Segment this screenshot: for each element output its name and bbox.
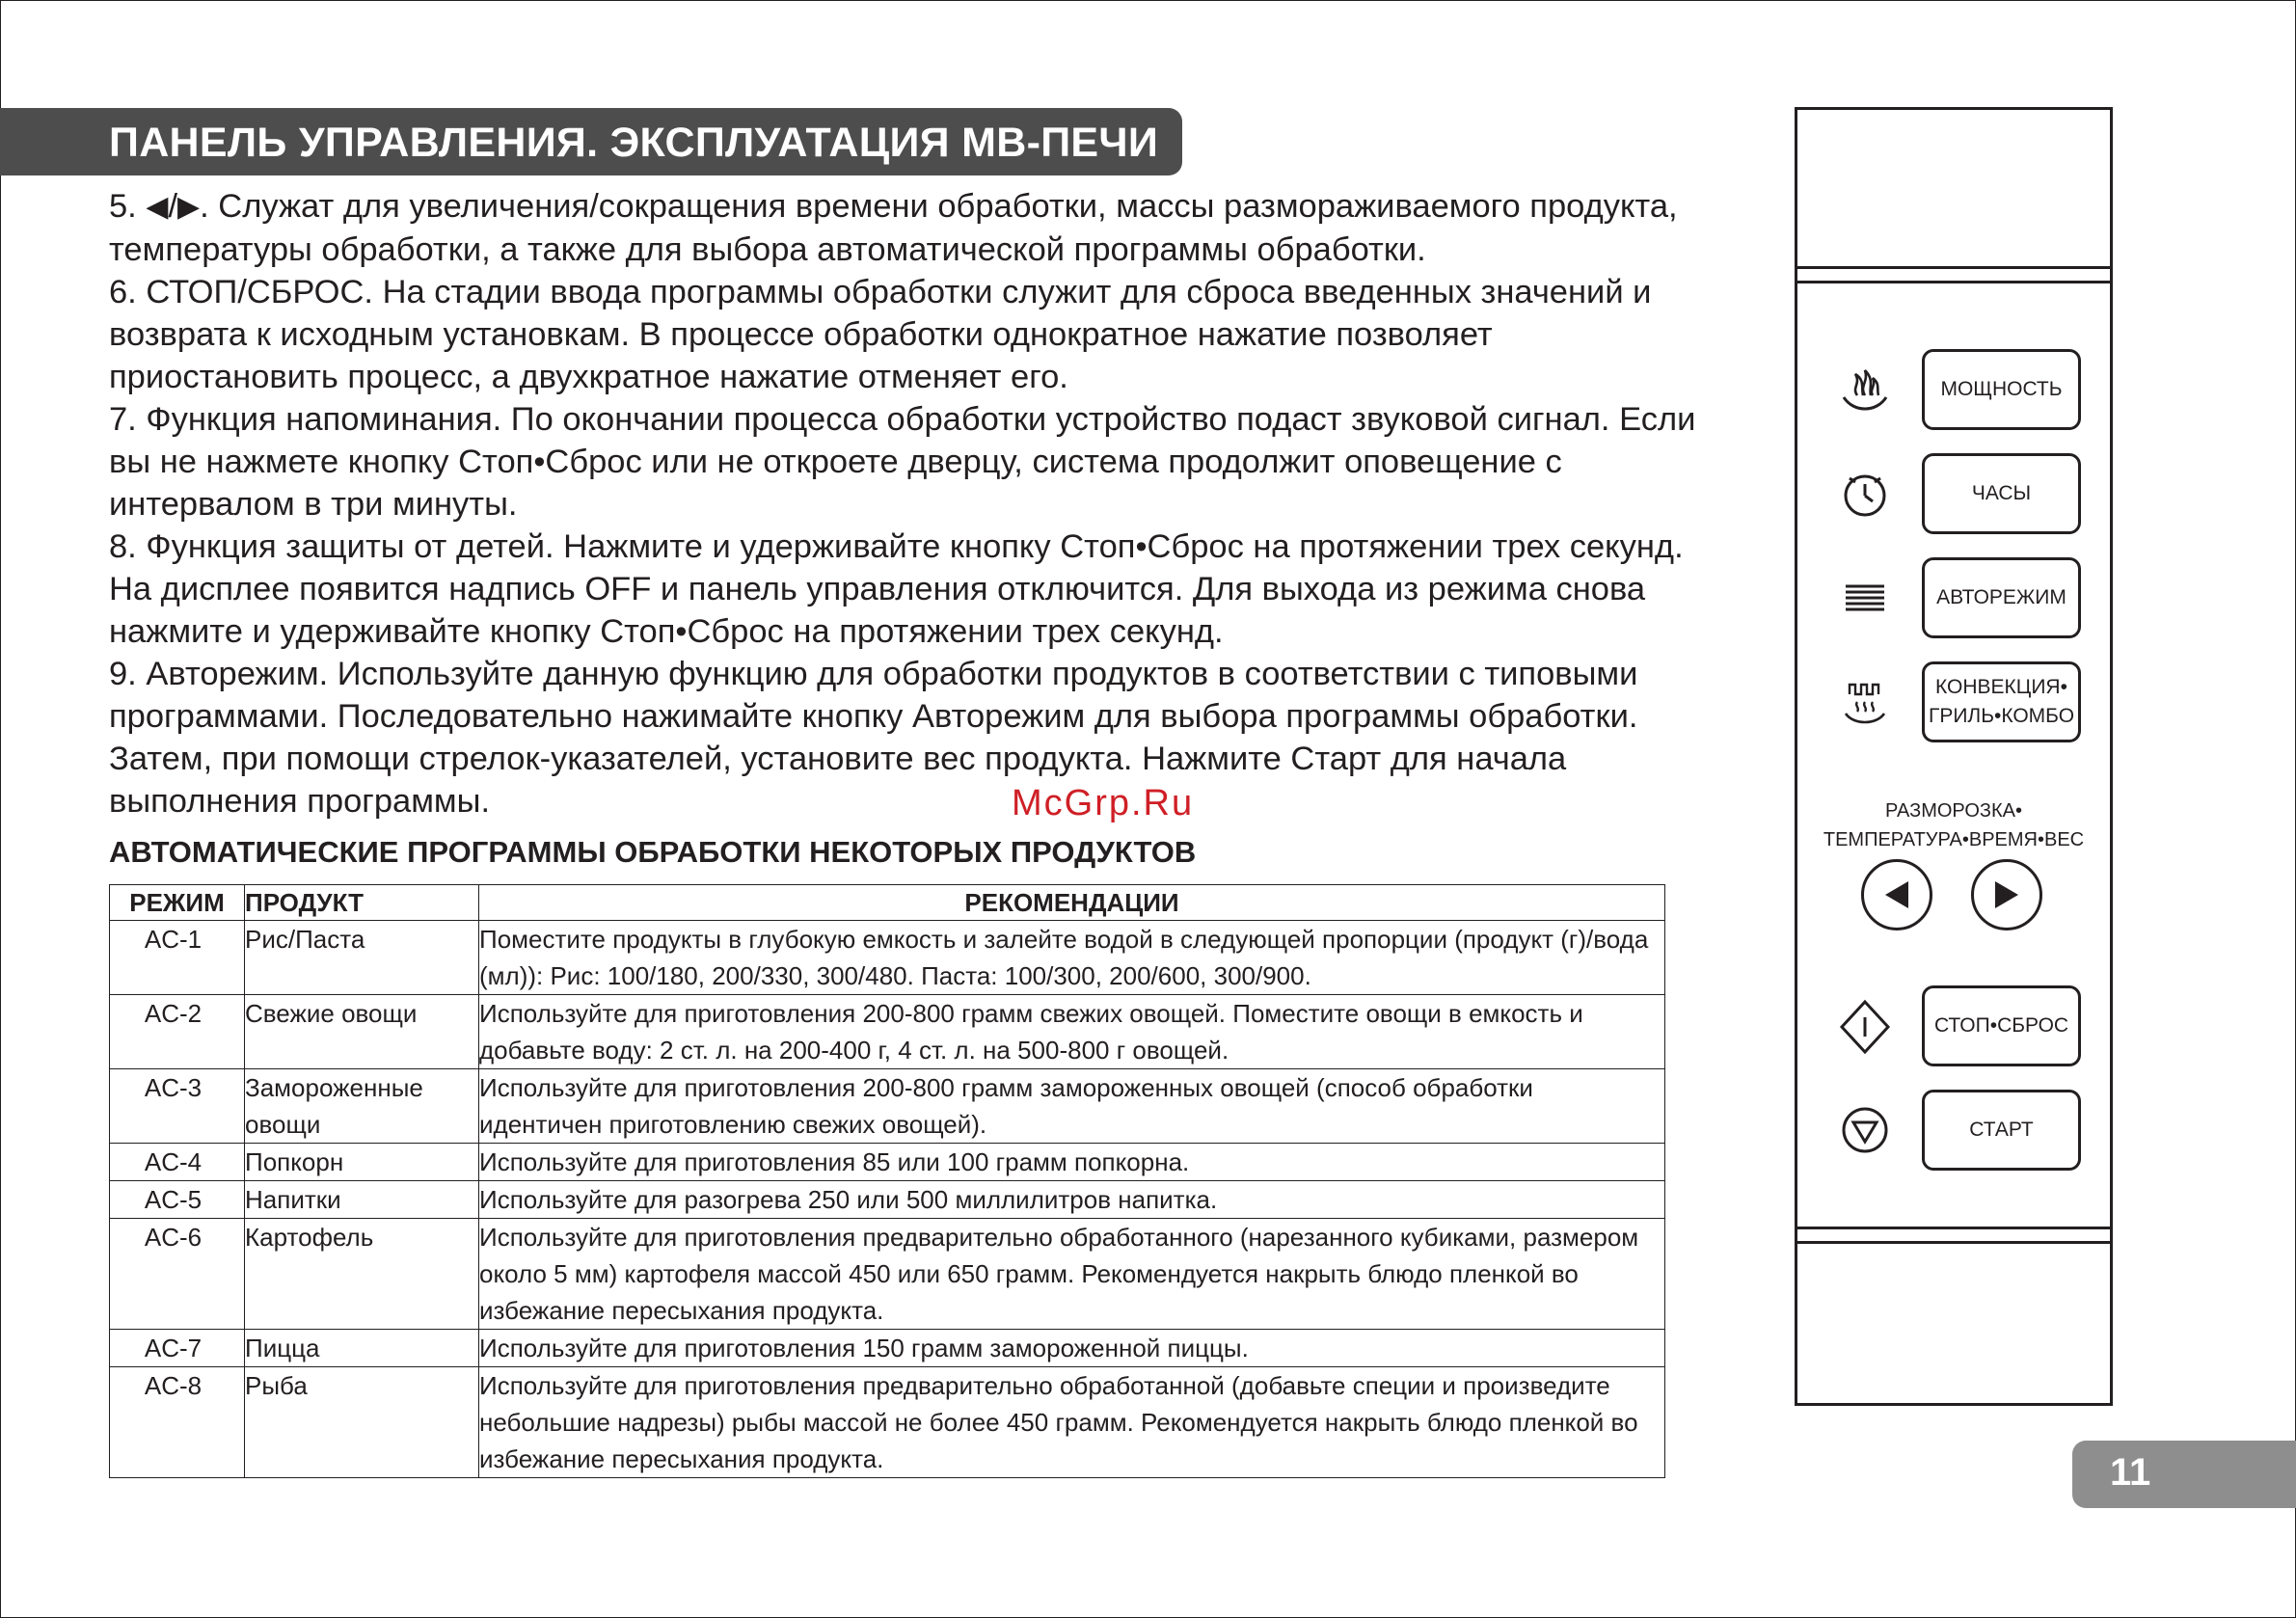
item-6: 6. СТОП/СБРОС. На стадии ввода программы обработки служит для сброса введенных значений и возврата к исходным установкам. В процессе обработки однократное нажатие позволяет приостановить процесс, а двухкратное нажатие отменяет его.: [109, 274, 1652, 395]
cell-mode: AC-7: [110, 1330, 245, 1367]
cell-recommendation: Используйте для приготовления предварительно обработанной (добавьте специи и произведите небольшие надрезы) рыбы массой не более 450 грамм. Рекомендуется накрыть блюдо пленкой во избежание пересыхания продукта.: [479, 1367, 1665, 1478]
arrow-right-icon: ▶: [177, 191, 201, 223]
cell-mode: AC-2: [110, 995, 245, 1069]
programs-table: [109, 884, 1665, 1478]
cell-recommendation: Используйте для приготовления 200-800 грамм свежих овощей. Поместите овощи в емкость и добавьте воду: 2 ст. л. на 200-400 г, 4 ст. л. на 500-800 г овощей.: [479, 995, 1665, 1069]
table-row: [110, 1144, 1665, 1181]
cell-mode: AC-3: [110, 1069, 245, 1144]
table-row: [110, 1069, 1665, 1144]
cell-product: Рыба: [245, 1367, 479, 1478]
start-button[interactable]: СТАРТ: [1922, 1090, 2081, 1171]
clock-icon: [1836, 465, 1894, 523]
cell-product: Свежие овощи: [245, 995, 479, 1069]
cell-recommendation: Используйте для приготовления 150 грамм замороженной пиццы.: [479, 1330, 1665, 1367]
cell-product: Напитки: [245, 1181, 479, 1219]
item-9: 9. Авторежим. Используйте данную функцию для обработки продуктов в соответствии с типовыми программами. Последовательно нажимайте кнопку Авторежим для выбора программы обработки. Затем, при помощи стрелок-указателей, установите вес продукта. Нажмите Старт для начала выполнения программы.: [109, 656, 1638, 820]
page-title: ПАНЕЛЬ УПРАВЛЕНИЯ. ЭКСПЛУАТАЦИЯ МВ-ПЕЧИ: [109, 120, 1159, 166]
cell-mode: AC-1: [110, 921, 245, 995]
item-8: 8. Функция защиты от детей. Нажмите и удерживайте кнопку Стоп•Сброс на протяжении трех секунд. На дисплее появится надпись OFF и панель управления отключится. Для выхода из режима снова нажмите и удерживайте кнопку Стоп•Сброс на протяжении трех секунд.: [109, 528, 1684, 650]
header-mode: РЕЖИМ: [110, 885, 245, 921]
stop-reset-button[interactable]: СТОП•СБРОС: [1922, 985, 2081, 1066]
header-recommendations: РЕКОМЕНДАЦИИ: [479, 885, 1665, 921]
cell-recommendation: Используйте для приготовления 200-800 грамм замороженных овощей (способ обработки идентичен приготовлению свежих овощей).: [479, 1069, 1665, 1144]
power-flame-icon: [1836, 359, 1894, 417]
arrow-left-icon: ◀: [146, 191, 169, 223]
cell-product: Картофель: [245, 1219, 479, 1330]
table-row: [110, 995, 1665, 1069]
page-number-tab: [2072, 1441, 2296, 1508]
cell-product: Попкорн: [245, 1144, 479, 1181]
panel-divider: [1797, 1227, 2110, 1229]
item-7: 7. Функция напоминания. По окончании процесса обработки устройство подаст звуковой сигнал. Если вы не нажмете кнопку Стоп•Сброс или не откроете дверцу, система продолжит оповещение с интервалом в три минуты.: [109, 401, 1696, 523]
cell-product: Пицца: [245, 1330, 479, 1367]
auto-mode-icon: [1836, 569, 1894, 627]
cell-product: Рис/Паста: [245, 921, 479, 995]
table-row: [110, 1219, 1665, 1330]
convection-grill-combo-button[interactable]: [1922, 661, 2081, 742]
auto-mode-button[interactable]: АВТОРЕЖИМ: [1922, 557, 2081, 638]
cell-mode: AC-8: [110, 1367, 245, 1478]
arrow-left-icon: [1879, 877, 1914, 912]
table-row: [110, 1181, 1665, 1219]
power-button[interactable]: МОЩНОСТЬ: [1922, 349, 2081, 430]
grill-icon: [1836, 673, 1894, 731]
cell-mode: AC-4: [110, 1144, 245, 1181]
arrow-left-button[interactable]: [1861, 859, 1932, 930]
table-row: [110, 1367, 1665, 1478]
cell-recommendation: Используйте для разогрева 250 или 500 миллилитров напитка.: [479, 1181, 1665, 1219]
cell-product: Замороженные овощи: [245, 1069, 479, 1144]
table-row: [110, 921, 1665, 995]
table-title: АВТОМАТИЧЕСКИЕ ПРОГРАММЫ ОБРАБОТКИ НЕКОТОРЫХ ПРОДУКТОВ: [109, 835, 1197, 869]
cell-recommendation: Используйте для приготовления предварительно обработанного (нарезанного кубиками, размером около 5 мм) картофеля массой 450 или 650 грамм. Рекомендуется накрыть блюдо пленкой во избежание пересыхания продукта.: [479, 1219, 1665, 1330]
arrow-right-button[interactable]: [1971, 859, 2042, 930]
stop-reset-icon: [1836, 998, 1894, 1056]
convection-label: КОНВЕКЦИЯ• ГРИЛЬ•КОМБО: [1928, 676, 2075, 727]
body-text: [109, 185, 1700, 822]
control-panel: [1795, 107, 2113, 1406]
panel-divider: [1797, 1241, 2110, 1244]
defrost-label: РАЗМОРОЗКА•: [1885, 800, 2022, 822]
cell-recommendation: Используйте для приготовления 85 или 100 грамм попкорна.: [479, 1144, 1665, 1181]
watermark: McGrp.Ru: [1012, 783, 1195, 823]
page-number: 11: [2110, 1451, 2151, 1494]
cell-mode: AC-5: [110, 1181, 245, 1219]
start-icon: [1836, 1101, 1894, 1159]
header-product: ПРОДУКТ: [245, 885, 479, 921]
arrow-right-icon: [1989, 877, 2024, 912]
table-header-row: [110, 885, 1665, 921]
clock-button[interactable]: ЧАСЫ: [1922, 453, 2081, 534]
params-label: ТЕМПЕРАТУРА•ВРЕМЯ•ВЕС: [1823, 829, 2085, 850]
item-5: 5. ◀/▶. Служат для увеличения/сокращения времени обработки, массы размораживаемого продукта, температуры обработки, а также для выбора автоматической программы обработки.: [109, 188, 1678, 268]
table-row: [110, 1330, 1665, 1367]
panel-divider: [1797, 281, 2110, 283]
panel-divider: [1797, 266, 2110, 269]
cell-mode: AC-6: [110, 1219, 245, 1330]
cell-recommendation: Поместите продукты в глубокую емкость и залейте водой в следующей пропорции (продукт (г)/вода (мл)): Рис: 100/180, 200/330, 300/480. Паста: 100/300, 200/600, 300/900.: [479, 921, 1665, 995]
